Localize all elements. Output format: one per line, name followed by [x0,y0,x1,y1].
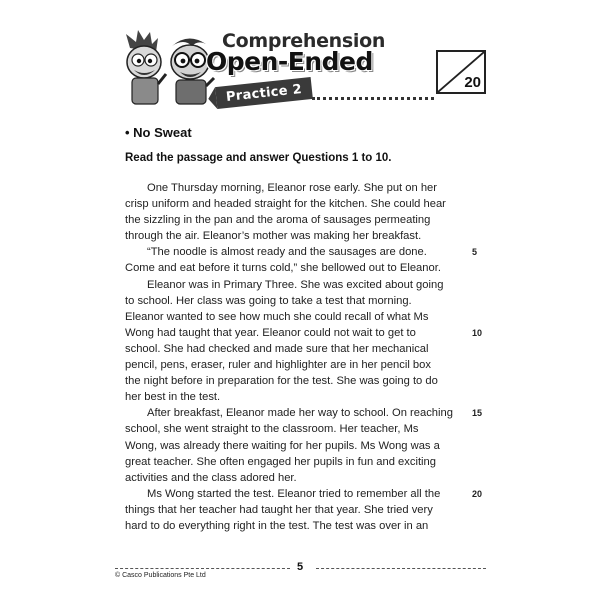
passage-line-text: to school. Her class was going to take a test that morning. [125,294,412,307]
passage-line-text: school, she went straight to the classroom. Her teacher, Ms [125,423,419,436]
passage-line [125,470,465,486]
passage-line [125,309,465,325]
passage-line-text: school. She had checked and made sure that her mechanical [125,342,429,355]
passage-line-text: Wong had taught that year. Eleanor could not wait to get to [125,326,416,339]
footer-rule-right [316,568,486,569]
score-total: 20 [464,74,481,91]
passage-line-text: One Thursday morning, Eleanor rose early. She put on her [147,182,437,194]
instructions: Read the passage and answer Questions 1 to 10. [125,152,392,164]
footer-rule-left [115,568,290,569]
passage-line-text: Eleanor was in Primary Three. She was excited about going [147,278,444,291]
passage-line-text: Wong, was already there waiting for her pupils. Ms Wong was a [125,439,440,452]
passage-line [125,341,465,357]
line-number: 10 [472,327,483,338]
page-number: 5 [297,561,304,573]
header-dotted-rule [312,97,434,100]
passage-line-text: Come and eat before it turns cold,” she bellowed out to Eleanor. [125,262,441,275]
copyright: © Casco Publications Pte Ltd [115,572,206,579]
practice-badge-label: Practice 2 [225,81,303,105]
passage-line-text: the night before in preparation for the test. She was going to do [125,375,438,388]
passage-line [125,277,465,293]
passage-line [125,260,465,276]
passage-line [125,244,478,260]
title-comprehension: Comprehension [222,30,386,52]
score-box [436,50,486,94]
passage-line-text: Eleanor wanted to see how much she could recall of what Ms [125,310,429,323]
passage-line-text: through the air. Eleanor’s mother was making her breakfast. [125,230,422,243]
passage-line [125,196,465,212]
passage-line [125,293,465,309]
mascot-illustration [124,30,216,106]
passage-line [125,421,465,437]
passage-line-text: crisp uniform and headed straight for the kitchen. She could hear [125,198,446,211]
line-number: 15 [472,408,483,419]
passage-line-text: great teacher. She often engaged her pupils in fun and exciting [125,455,436,468]
passage-line [125,357,465,373]
passage-line-text: things that her teacher had taught her that year. She tried very [125,503,433,516]
line-number: 5 [472,247,478,258]
passage-line [125,325,483,341]
passage-line [125,180,465,196]
passage-line [125,212,465,228]
passage-line [125,454,465,470]
passage-line [125,373,465,389]
passage-line [125,228,465,244]
passage [125,180,483,534]
passage-line [125,389,465,405]
passage-line-text: After breakfast, Eleanor made her way to school. On reaching [147,407,453,420]
passage-line [125,486,483,502]
section-title: • No Sweat [125,125,192,140]
passage-line-text: Ms Wong started the test. Eleanor tried to remember all the [147,487,441,500]
passage-line-text: the sizzling in the pan and the aroma of sausages permeating [125,214,431,227]
title-open-ended: Open-Ended [206,47,373,76]
passage-line [125,438,465,454]
passage-line [125,405,483,421]
passage-line-text: her best in the test. [125,391,221,404]
practice-badge [215,77,313,109]
passage-line [125,502,465,518]
passage-line [125,518,465,534]
passage-line-text: activities and the class adored her. [125,471,297,484]
passage-line-text: pencil, pens, eraser, ruler and highlighter are in her pencil box [125,359,431,372]
passage-line-text: “The noodle is almost ready and the sausages are done. [147,246,427,259]
line-number: 20 [472,488,483,499]
passage-line-text: hard to do everything right in the test. The test was over in an [125,519,429,532]
